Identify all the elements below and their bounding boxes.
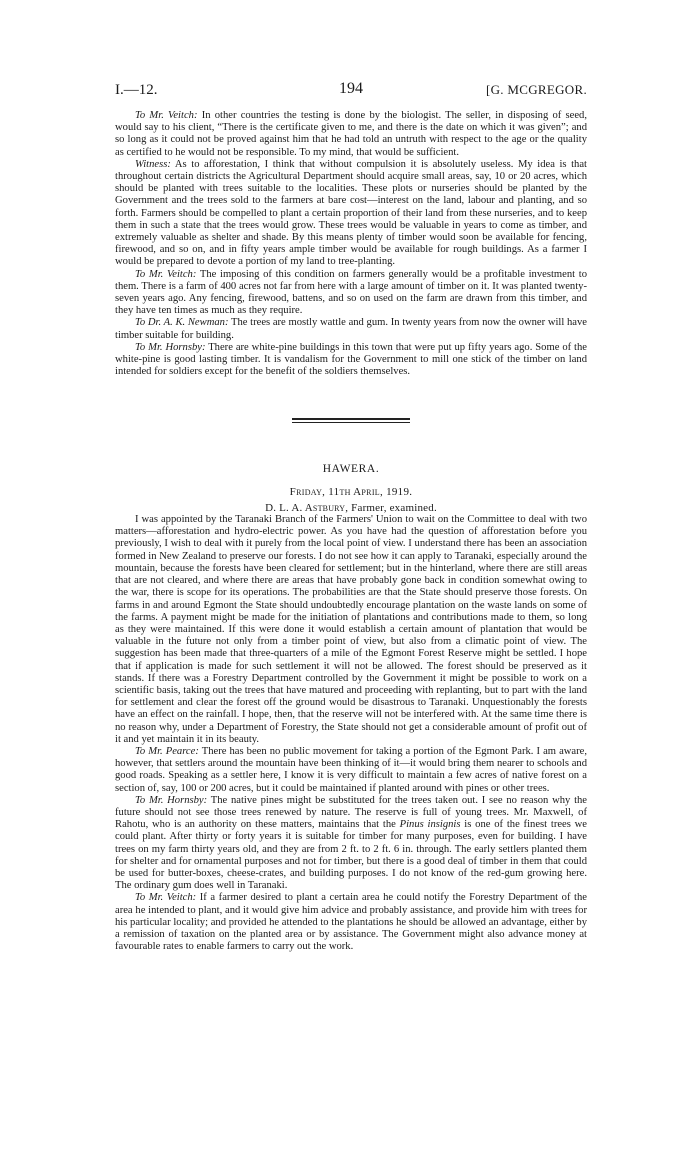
species-name: Pinus insignis (399, 819, 461, 831)
speaker-label: To Dr. A. K. Newman: (135, 317, 229, 329)
paragraph (115, 317, 587, 341)
speaker-label: To Mr. Veitch: (135, 268, 197, 280)
paragraph-text: The native pines might be substituted for the trees taken out. I see no reason why the future should not see those trees renewed by nature. The reserve is full of young trees. Mr. Maxwell, of Rahotu, who is an authority on these matters, maintains that the (115, 794, 588, 831)
paper-reference: I.—12. (115, 82, 158, 98)
paragraph-text: is one of the finest trees we could plant. After thirty or forty years it is suitable for timber for many purposes, even for building. I have trees on my farm thirty years old, and they are from 2 ft. to 2 ft. 6 in. through. The early settlers planted them for shelter and for ornamental purposes and not for timber, but there is a good deal of timber in them that could be used for butter-boxes, cheese-crates, and building purposes. I do not know of the red-gum growing here. The ordinary gum does well in Taranaki. (115, 819, 588, 892)
witness-reference: [G. MCGREGOR. (485, 82, 587, 97)
paragraph (115, 795, 587, 893)
paragraph-text: If a farmer desired to plant a certain area he could notify the Forestry Department of the area he intended to plant, and it would give him advice and probably assistance, and provide him with trees for his particular locality; and provided he attended to the plantations he should be allowed an advantage, either by a remission of taxation on the planted area or by assistance. The Government might also advance money at favourable rates to enable farmers to carry out the work. (115, 892, 587, 953)
paragraph (115, 110, 587, 159)
paragraph-text: As to afforestation, I think that without compulsion it is absolutely useless. My idea is that throughout certain districts the Agricultural Department should acquire small areas, say, 10 or 20 acres, which should be planted with trees suitable to the localities. These plots or nurseries should be planted by the Government and the trees sold to the farmers at bare cost—interest on the land, labour and planting, and so forth. Farmers should be compelled to plant a certain proportion of their land from these nurseries, and to keep them in such a state that the trees would grow. These trees would be valuable in years to come as timber, and extremely valuable as shelter and shade. By this means plenty of timber would soon be available for fencing, firewood, and so on, and in fifty years ample timber would be available for rough buildings. As a farmer I would be prepared to devote a portion of my land to tree-planting. (115, 158, 587, 268)
speaker-label: To Mr. Hornsby: (135, 794, 208, 806)
hearing-date: Friday, 11th April, 1919. (289, 485, 413, 498)
document-body (115, 110, 587, 953)
speaker-label: Witness: (135, 158, 171, 170)
speaker-label: To Mr. Pearce: (135, 745, 199, 757)
page-number: 194 (339, 80, 363, 97)
paragraph-text: There are white-pine buildings in this town that were put up fifty years ago. Some of the white-pine is good lasting timber. It is vandalism for the Government to mill one stick of the timber on land intended for soldiers except for the benefit of the soldiers themselves. (115, 341, 587, 378)
paragraph (115, 892, 587, 953)
paragraph (115, 342, 587, 379)
opening-statement: I was appointed by the Taranaki Branch of the Farmers' Union to wait on the Committee to deal with two matters—afforestation and hydro-electric power. As you have had the question of afforestation before you previously, I wish to deal with it purely from the local point of view. I understand there has been an association formed in New Zealand to preserve our forests. I do not see how it can apply to Taranaki, especially around the mountain, because the forests have been cleared for settlement; but in the hinterland, where there are still areas that are not cleared, and where there are areas that have probably gone back in condition somewhat owing to the war, there is scope for its operations. The probabilities are that the State should preserve those forests. On farms in and around Egmont the State should undoubtedly encourage plantation on the waste lands on some of the farms. A payment might be made for the initiation of plantations and contributions made to them, so long as they were maintained. If this were done it would establish a certain amount of plantation that would be valuable in the future not only from a timber point of view, but also from a climatic point of view. The suggestion has been made that three-quarters of a mile of the Egmont Forest Reserve might be settled. I hope that if application is made for such settlement it will not be allowed. The forest should be preserved as it stands. If there was a Forestry Department controlled by the Government it might be possible to work on a scientific basis, taking out the trees that have matured and proceeding with replanting, but to part with the land for settlement and clear the forest off the ground would be disastrous to Taranaki. Unquestionably the forests have an effect on the rainfall. I hope, then, that the reserve will not be interfered with. At the same time there is no reason why, under a Department of Forestry, the State should not get a considerable amount of profit out of it and yet maintain it in its beauty. (115, 514, 587, 745)
speaker-label: To Mr. Hornsby: (135, 341, 206, 353)
paragraph (115, 269, 587, 318)
paragraph-text: There has been no public movement for taking a portion of the Egmont Park. I am aware, however, that settlers around the mountain have been thinking of it—it would bring them nearer to schools and good roads. Speaking as a settler here, I know it is very difficult to maintain a few acres of native forest on a section of, say, 100 or 200 acres, but it could be maintained if planted around with pines or other trees. (115, 745, 588, 794)
page-header (115, 82, 587, 102)
paragraph-text: The trees are mostly wattle and gum. In twenty years from now the owner will have timber suitable for building. (115, 317, 587, 341)
paragraph-text: In other countries the testing is done by the biologist. The seller, in disposing of seed, would say to his client, “There is the certificate given to me, and there is the date on which it was given”; and so long as it could not be proved against him that he had told an untruth with respect to the age or the quality as certified to he would not be responsible. To my mind, that would be sufficient. (115, 110, 587, 158)
section-divider (292, 418, 410, 423)
witness-heading (115, 502, 587, 514)
section-title: HAWERA. (322, 463, 380, 476)
speaker-label: To Mr. Veitch: (135, 892, 197, 904)
witness-description: , Farmer, examined. (345, 501, 437, 514)
paragraph-text: The imposing of this condition on farmers generally would be a profitable investment to them. There is a farm of 400 acres not far from here with a large amount of timber on it. It was planted twenty-seven years ago. Any fencing, firewood, battens, and so on used on the farm are drawn from this timber, and they have ten times as much as they require. (115, 268, 587, 317)
witness-name: D. L. A. Astbury (265, 501, 346, 514)
paragraph (115, 746, 587, 795)
paragraph (115, 159, 587, 269)
speaker-label: To Mr. Veitch: (135, 110, 198, 121)
